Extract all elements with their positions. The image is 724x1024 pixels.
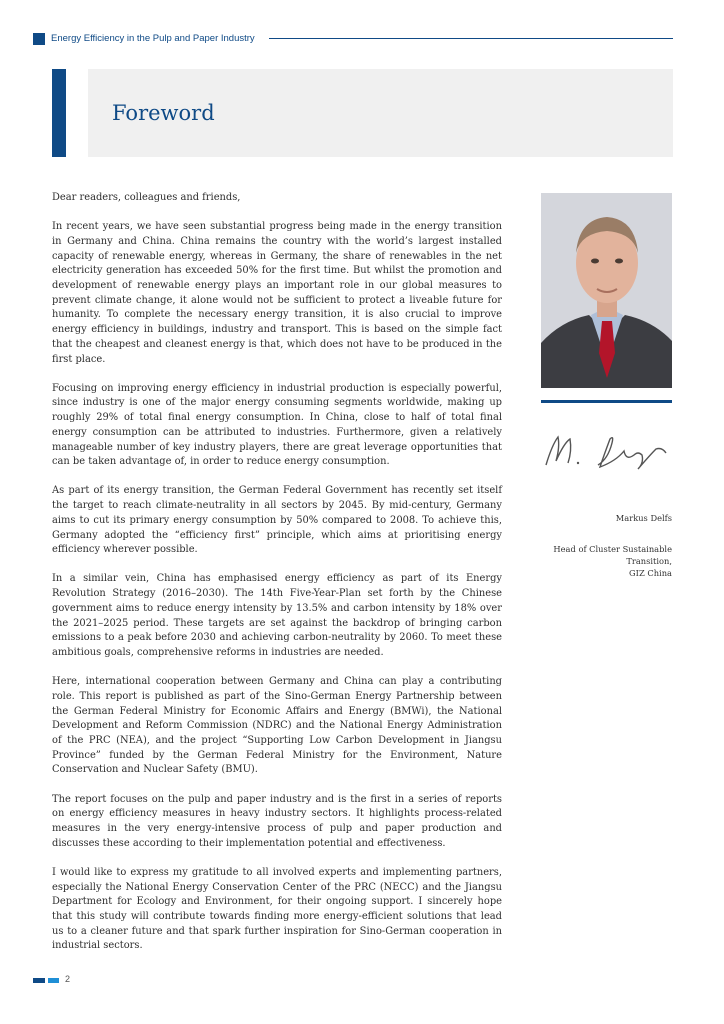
header-rule (269, 38, 673, 39)
page-number: 2 (65, 974, 71, 984)
paragraph: In recent years, we have seen substantial progress being made in the energy transition in Germany and China. China remains the country with the world’s largest installed capacity of renewable energy, whereas in Germany, the share of renewables in the net electricity generation has exceeded 50% for the first time. But whilst the promotion and development of renewable energy plays an important role in our global measures to prevent climate change, it alone would not be sufficient to protect a liveable future for humanity. To complete the necessary energy transition, it is also crucial to improve energy efficiency in buildings, industry and transport. This is based on the simple fact that the cheapest and cleanest energy is that, which does not have to be produced in the first place. (52, 221, 502, 365)
title-accent-bar (52, 69, 66, 157)
author-role-line: Transition, (626, 556, 672, 566)
paragraph: In a similar vein, China has emphasised energy efficiency as part of its Energy Revolution Strategy (2016–2030). The 14th Five-Year-Plan set forth by the Chinese government aims to reduce energy intensity by 13.5% and carbon intensity by 18% over the 2021–2025 period. These targets are set against the backdrop of bringing carbon emissions to a peak before 2030 and achieving carbon-neutrality by 2060. To meet these ambitious goals, comprehensive reforms in industries are needed. (52, 573, 502, 658)
portrait-rule (541, 400, 672, 403)
title-box (88, 69, 673, 157)
header-square-marker (33, 33, 45, 45)
author-role-line: GIZ China (629, 568, 672, 578)
paragraph: The report focuses on the pulp and paper industry and is the first in a series of reports on energy efficiency measures in heavy industry sectors. It highlights process-related measures in the very energy-intensive process of pulp and paper production and discusses these according to their implementation potential and effectiveness. (52, 793, 502, 849)
foreword-body (52, 191, 502, 969)
footer-marker-light (48, 978, 59, 983)
author-role-line: Head of Cluster Sustainable (553, 544, 672, 554)
author-role (541, 543, 672, 579)
paragraph: As part of its energy transition, the German Federal Government has recently set itself the target to reach climate-neutrality in all sectors by 2045. By mid-century, Germany aims to cut its primary energy consumption by 50% compared to 2008. To achieve this, Germany adopted the “efficiency first” principle, which aims at prioritising energy efficiency wherever possible. (52, 485, 502, 556)
author-name: Markus Delfs (615, 513, 672, 523)
page-title: Foreword (112, 101, 215, 125)
handwritten-signature (538, 425, 678, 475)
running-header-title: Energy Efficiency in the Pulp and Paper Industry (51, 33, 255, 44)
author-portrait-photo (541, 193, 672, 388)
paragraph: I would like to express my gratitude to all involved experts and implementing partners, especially the National Energy Conservation Center of the PRC (NECC) and the Jiangsu Department for Ecology and Environment, for their ongoing support. I sincerely hope that this study will contribute towards finding more energy-efficient solutions that lead us to a cleaner future and that spark further inspiration for Sino-German cooperation in industrial sectors. (52, 866, 502, 952)
portrait-illustration (541, 193, 672, 388)
paragraph: Focusing on improving energy efficiency in industrial production is especially powerful, since industry is one of the major energy consuming segments worldwide, making up roughly 29% of total final energy consumption. In China, close to half of total final energy consumption can be attributed to industries. Furthermore, given a relatively manageable number of key industry players, there are great leverage opportunities that can be taken advantage of, in order to reduce energy consumption. (52, 382, 502, 468)
footer-marker-dark (33, 978, 45, 983)
paragraph: Here, international cooperation between Germany and China can play a contributing role. This report is published as part of the Sino-German Energy Partnership between the German Federal Ministry for Economic Affairs and Energy (BMWi), the National Development and Reform Commission (NDRC) and the National Energy Administration of the PRC (NEA), and the project “Supporting Low Carbon Development in Jiangsu Province” funded by the German Federal Ministry for the Environment, Nature Conservation and Nuclear Safety (BMU). (52, 676, 502, 776)
running-header (33, 33, 673, 45)
salutation: Dear readers, colleagues and friends, (52, 192, 241, 203)
